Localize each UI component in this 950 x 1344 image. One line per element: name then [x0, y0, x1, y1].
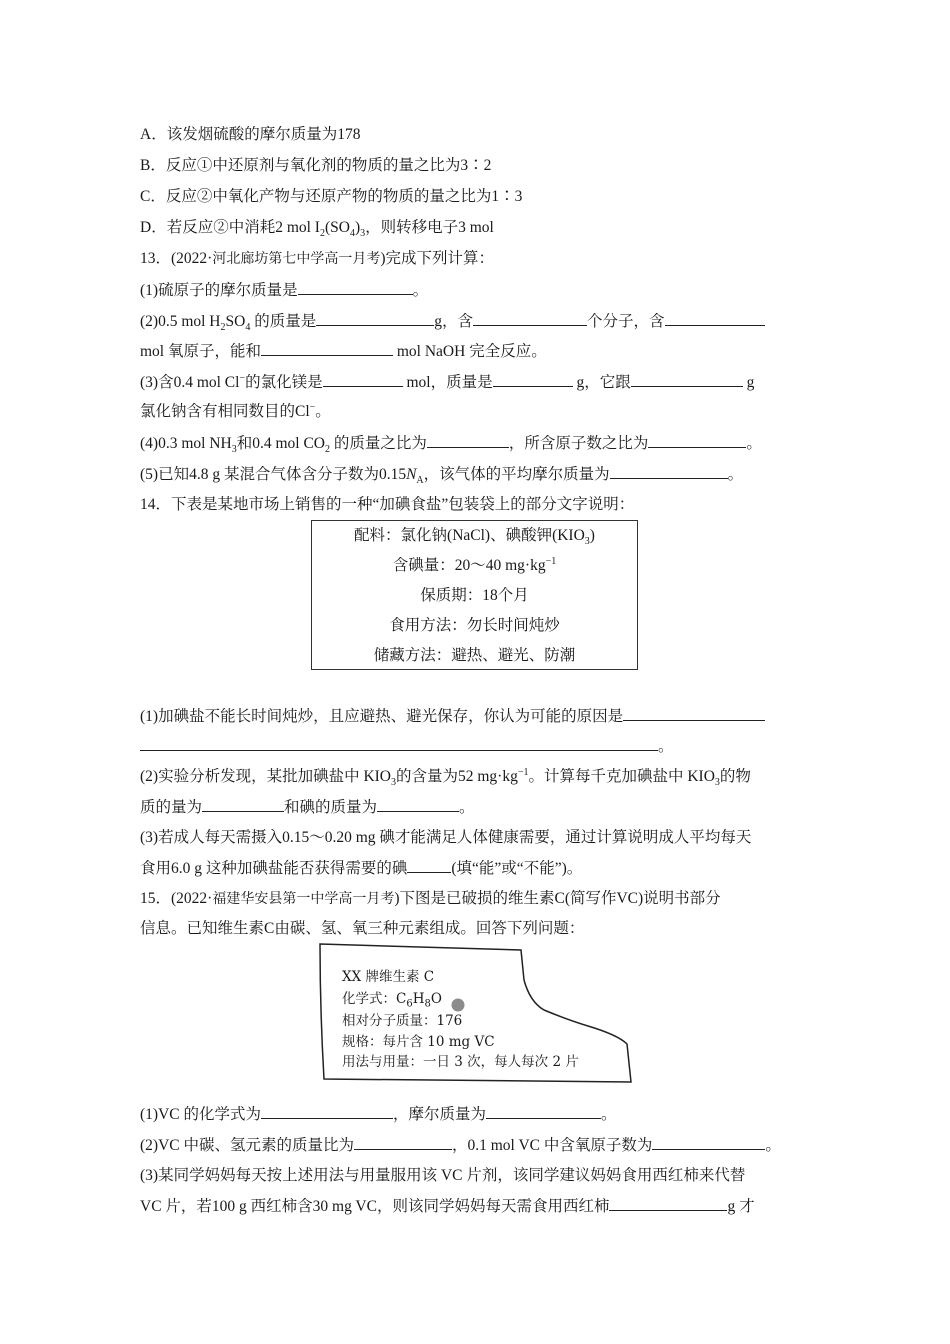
salt-label-table — [311, 520, 638, 670]
table-row: 食用方法：勿长时间炖炒 — [389, 617, 560, 634]
card-brand: XX 牌维生素 C — [342, 969, 435, 985]
q15-title: 15．(2022·福建华安县第一中学高一月考)下图是已破损的维生素C(简写作VC)说明书部分 — [140, 890, 721, 907]
q14-part3: (3)若成人每天需摄入0.15～0.20 mg 碘才能满足人体健康需要，通过计算说明成人平均每天 — [140, 829, 752, 846]
card-formula: 化学式：$C_6H_8O$ — [342, 991, 442, 1010]
answer-blank[interactable] — [377, 797, 459, 812]
answer-blank[interactable] — [202, 797, 284, 812]
q13-part3-cont: 氯化钠含有相同数目的Cl−。 — [140, 401, 331, 420]
answer-blank[interactable] — [316, 311, 434, 326]
answer-blank[interactable] — [140, 736, 658, 751]
answer-blank[interactable] — [427, 433, 509, 448]
table-row: 储藏方法：避热、避光、防潮 — [373, 647, 576, 664]
answer-blank[interactable] — [323, 372, 403, 387]
answer-blank[interactable] — [652, 1135, 765, 1150]
q15-part3: (3)某同学妈妈每天按上述用法与用量服用该 VC 片剂，该同学建议妈妈食用西红柿来代替 — [140, 1167, 746, 1184]
table-row: 配料：氯化钠(NaCl)、碘酸钾$(KIO_3)$ — [354, 527, 595, 548]
q13-part3: (3)含0.4 mol Cl−的氯化镁是 mol，质量是 g，它跟 g — [140, 372, 755, 391]
answer-blank[interactable] — [298, 280, 413, 295]
q14-part3-cont: 食用6.0 g 这种加碘盐能否获得需要的碘 (填“能”或“不能”)。 — [140, 860, 583, 877]
answer-blank[interactable] — [623, 706, 765, 721]
q14-intro: 14．下表是某地市场上销售的一种“加碘食盐”包装袋上的部分文字说明： — [140, 496, 635, 513]
q13-part5: (5)已知4.8 g 某混合气体含分子数为$0.15N_A$，该气体的平均摩尔质量为 。 — [140, 466, 744, 487]
option-d: D．若反应②中消耗2 mol $I_2(SO_4)_3$，则转移电子3 mol — [140, 219, 494, 240]
answer-blank[interactable] — [261, 1104, 393, 1119]
option-c: C．反应②中氧化产物与还原产物的物质的量之比为1∶3 — [140, 188, 523, 205]
q15-part1: (1)VC 的化学式为 ，摩尔质量为 。 — [140, 1106, 617, 1123]
answer-blank[interactable] — [354, 1135, 452, 1150]
q15-part2: (2)VC 中碳、氢元素的质量比为 ，0.1 mol VC 中含氧原子数为 。 — [140, 1137, 781, 1154]
answer-blank[interactable] — [407, 858, 451, 873]
damage-blot — [452, 999, 465, 1012]
card-spec: 规格：每片含 10 mg VC — [342, 1034, 495, 1050]
q14-part2: (2)实验分析发现，某批加碘盐中 $KIO_3$的含量为52 $mg\cdot kg^{-1}$。计算每千克加碘盐中 $KIO_3$的物 — [140, 766, 751, 789]
answer-blank[interactable] — [473, 311, 587, 326]
answer-blank[interactable] — [493, 372, 573, 387]
table-row: 含碘量：20～40 $mg\cdot kg^{-1}$ — [392, 555, 557, 574]
vitamin-c-label-card — [318, 940, 633, 1085]
answer-blank[interactable] — [631, 372, 743, 387]
option-a: A．该发烟硫酸的摩尔质量为178 — [140, 126, 361, 143]
q15-part3-cont: VC 片，若100 g 西红柿含30 mg VC，则该同学妈妈每天需食用西红柿 g 才 — [140, 1198, 755, 1215]
q13-part2-cont: mol 氧原子，能和 mol NaOH 完全反应。 — [140, 343, 547, 360]
q14-part1-cont: 。 — [140, 736, 674, 757]
answer-blank[interactable] — [486, 1104, 601, 1119]
answer-blank[interactable] — [609, 1196, 727, 1211]
q14-part2-cont: 质的量为 和碘的质量为 。 — [140, 799, 475, 816]
option-b: B．反应①中还原剂与氧化剂的物质的量之比为3∶2 — [140, 157, 492, 174]
q15-intro: 信息。已知维生素C由碳、氢、氧三种元素组成。回答下列问题： — [140, 920, 585, 937]
answer-blank[interactable] — [648, 433, 746, 448]
q13-part1: (1)硫原子的摩尔质量是 。 — [140, 282, 429, 299]
table-row: 保质期：18个月 — [420, 587, 529, 604]
q13-title: 13．(2022·河北廊坊第七中学高一月考)完成下列计算： — [140, 250, 494, 267]
card-usage: 用法与用量：一日 3 次，每人每次 2 片 — [342, 1054, 579, 1070]
answer-blank[interactable] — [261, 341, 393, 356]
card-molar-mass: 相对分子质量：176 — [342, 1013, 463, 1029]
answer-blank[interactable] — [665, 311, 765, 326]
q14-part1: (1)加碘盐不能长时间炖炒，且应避热、避光保存，你认为可能的原因是 — [140, 706, 765, 727]
q13-part2: (2)0.5 mol $H_2SO_4$ 的质量是 g，含 个分子，含 — [140, 311, 765, 332]
q13-part4: (4)0.3 mol $NH_3$和0.4 mol $CO_2$ 的质量之比为 ，所含原子数之比为 。 — [140, 435, 762, 456]
answer-blank[interactable] — [610, 464, 728, 479]
